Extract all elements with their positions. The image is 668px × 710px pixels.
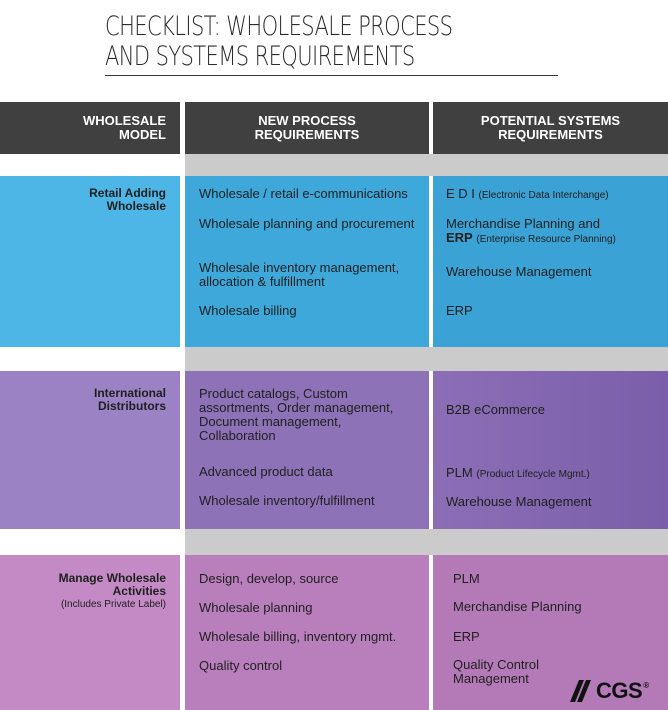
cgs-logo-mark-icon	[570, 680, 596, 702]
model-cell	[0, 371, 180, 529]
header-col2-line2: REQUIREMENTS	[254, 127, 360, 142]
model-label-sub: (Includes Private Label)	[60, 599, 166, 610]
system-item: Warehouse Management	[446, 494, 592, 509]
cgs-logo	[570, 678, 649, 704]
process-item: Product catalogs, Custom assortments, Order management, Document management, Collaboration	[199, 386, 394, 443]
header-col3-line2: REQUIREMENTS	[498, 127, 603, 142]
process-item: Wholesale / retail e-communications	[199, 186, 408, 201]
system-item: B2B eCommerce	[446, 402, 545, 417]
process-item: Wholesale inventory/fulfillment	[199, 493, 375, 508]
system-note: (Electronic Data Interchange)	[478, 190, 609, 201]
system-item: PLM	[453, 571, 480, 586]
system-item: ERP	[446, 303, 473, 318]
cgs-logo-registered: ®	[643, 680, 649, 690]
process-item: Advanced product data	[199, 464, 333, 479]
spacer-band	[185, 347, 668, 371]
process-item: Wholesale planning	[199, 600, 313, 615]
header-col2-line1: NEW PROCESS	[258, 113, 356, 128]
header-col1-line1: WHOLESALE	[82, 113, 166, 128]
process-cell	[185, 555, 429, 710]
model-label	[0, 572, 166, 612]
header-col3-line1: POTENTIAL SYSTEMS	[480, 113, 621, 128]
process-item: Wholesale inventory management, allocation & fulfillment	[199, 260, 400, 289]
model-label-line2: Wholesale	[106, 199, 166, 213]
header-new-process	[185, 102, 429, 154]
header-col1-line2: MODEL	[119, 127, 166, 142]
system-item: Quality Control Management	[453, 657, 539, 686]
title-underline	[105, 75, 558, 76]
system-item	[446, 466, 668, 482]
section-manage-wholesale-activities	[0, 555, 668, 710]
cgs-logo-text: CGS	[596, 678, 643, 703]
model-label	[0, 187, 166, 213]
system-bold: ERP	[446, 230, 473, 245]
system-note: (Enterprise Resource Planning)	[476, 234, 616, 245]
spacer-band	[185, 154, 668, 176]
process-item: Wholesale billing, inventory mgmt.	[199, 629, 397, 644]
system-item: Warehouse Management	[446, 264, 592, 279]
process-item: Wholesale billing	[199, 303, 297, 318]
system-item: ERP	[453, 629, 480, 644]
process-item: Quality control	[199, 658, 283, 673]
systems-cell	[433, 371, 668, 529]
title-line-1: CHECKLIST: WHOLESALE PROCESS	[105, 11, 453, 42]
model-label	[0, 387, 166, 413]
system-item	[446, 187, 668, 203]
page-title	[105, 12, 464, 72]
model-cell	[0, 176, 180, 347]
system-main: Merchandise Planning and	[446, 216, 600, 231]
model-label-line1: Retail Adding	[89, 186, 166, 200]
process-item: Design, develop, source	[199, 571, 339, 586]
model-cell	[0, 555, 180, 710]
systems-cell	[433, 176, 668, 347]
title-line-2: AND SYSTEMS REQUIREMENTS	[105, 41, 415, 72]
header-potential-systems	[433, 102, 668, 154]
model-label-line2: Activities	[112, 584, 166, 598]
system-main: PLM	[446, 465, 473, 480]
model-label-line1: International	[93, 386, 166, 400]
header-wholesale-model	[0, 102, 180, 154]
system-item: Merchandise Planning	[453, 599, 582, 614]
section-international-distributors	[0, 371, 668, 529]
spacer-band	[185, 529, 668, 555]
system-note: (Product Lifecycle Mgmt.)	[476, 469, 590, 480]
system-item	[446, 217, 668, 247]
model-label-line2: Distributors	[97, 399, 166, 413]
system-main: E D I	[446, 186, 475, 201]
process-item: Wholesale planning and procurement	[199, 216, 415, 231]
process-cell	[185, 371, 429, 529]
model-label-line1: Manage Wholesale	[58, 571, 166, 585]
section-retail-adding-wholesale	[0, 176, 668, 347]
process-cell	[185, 176, 429, 347]
